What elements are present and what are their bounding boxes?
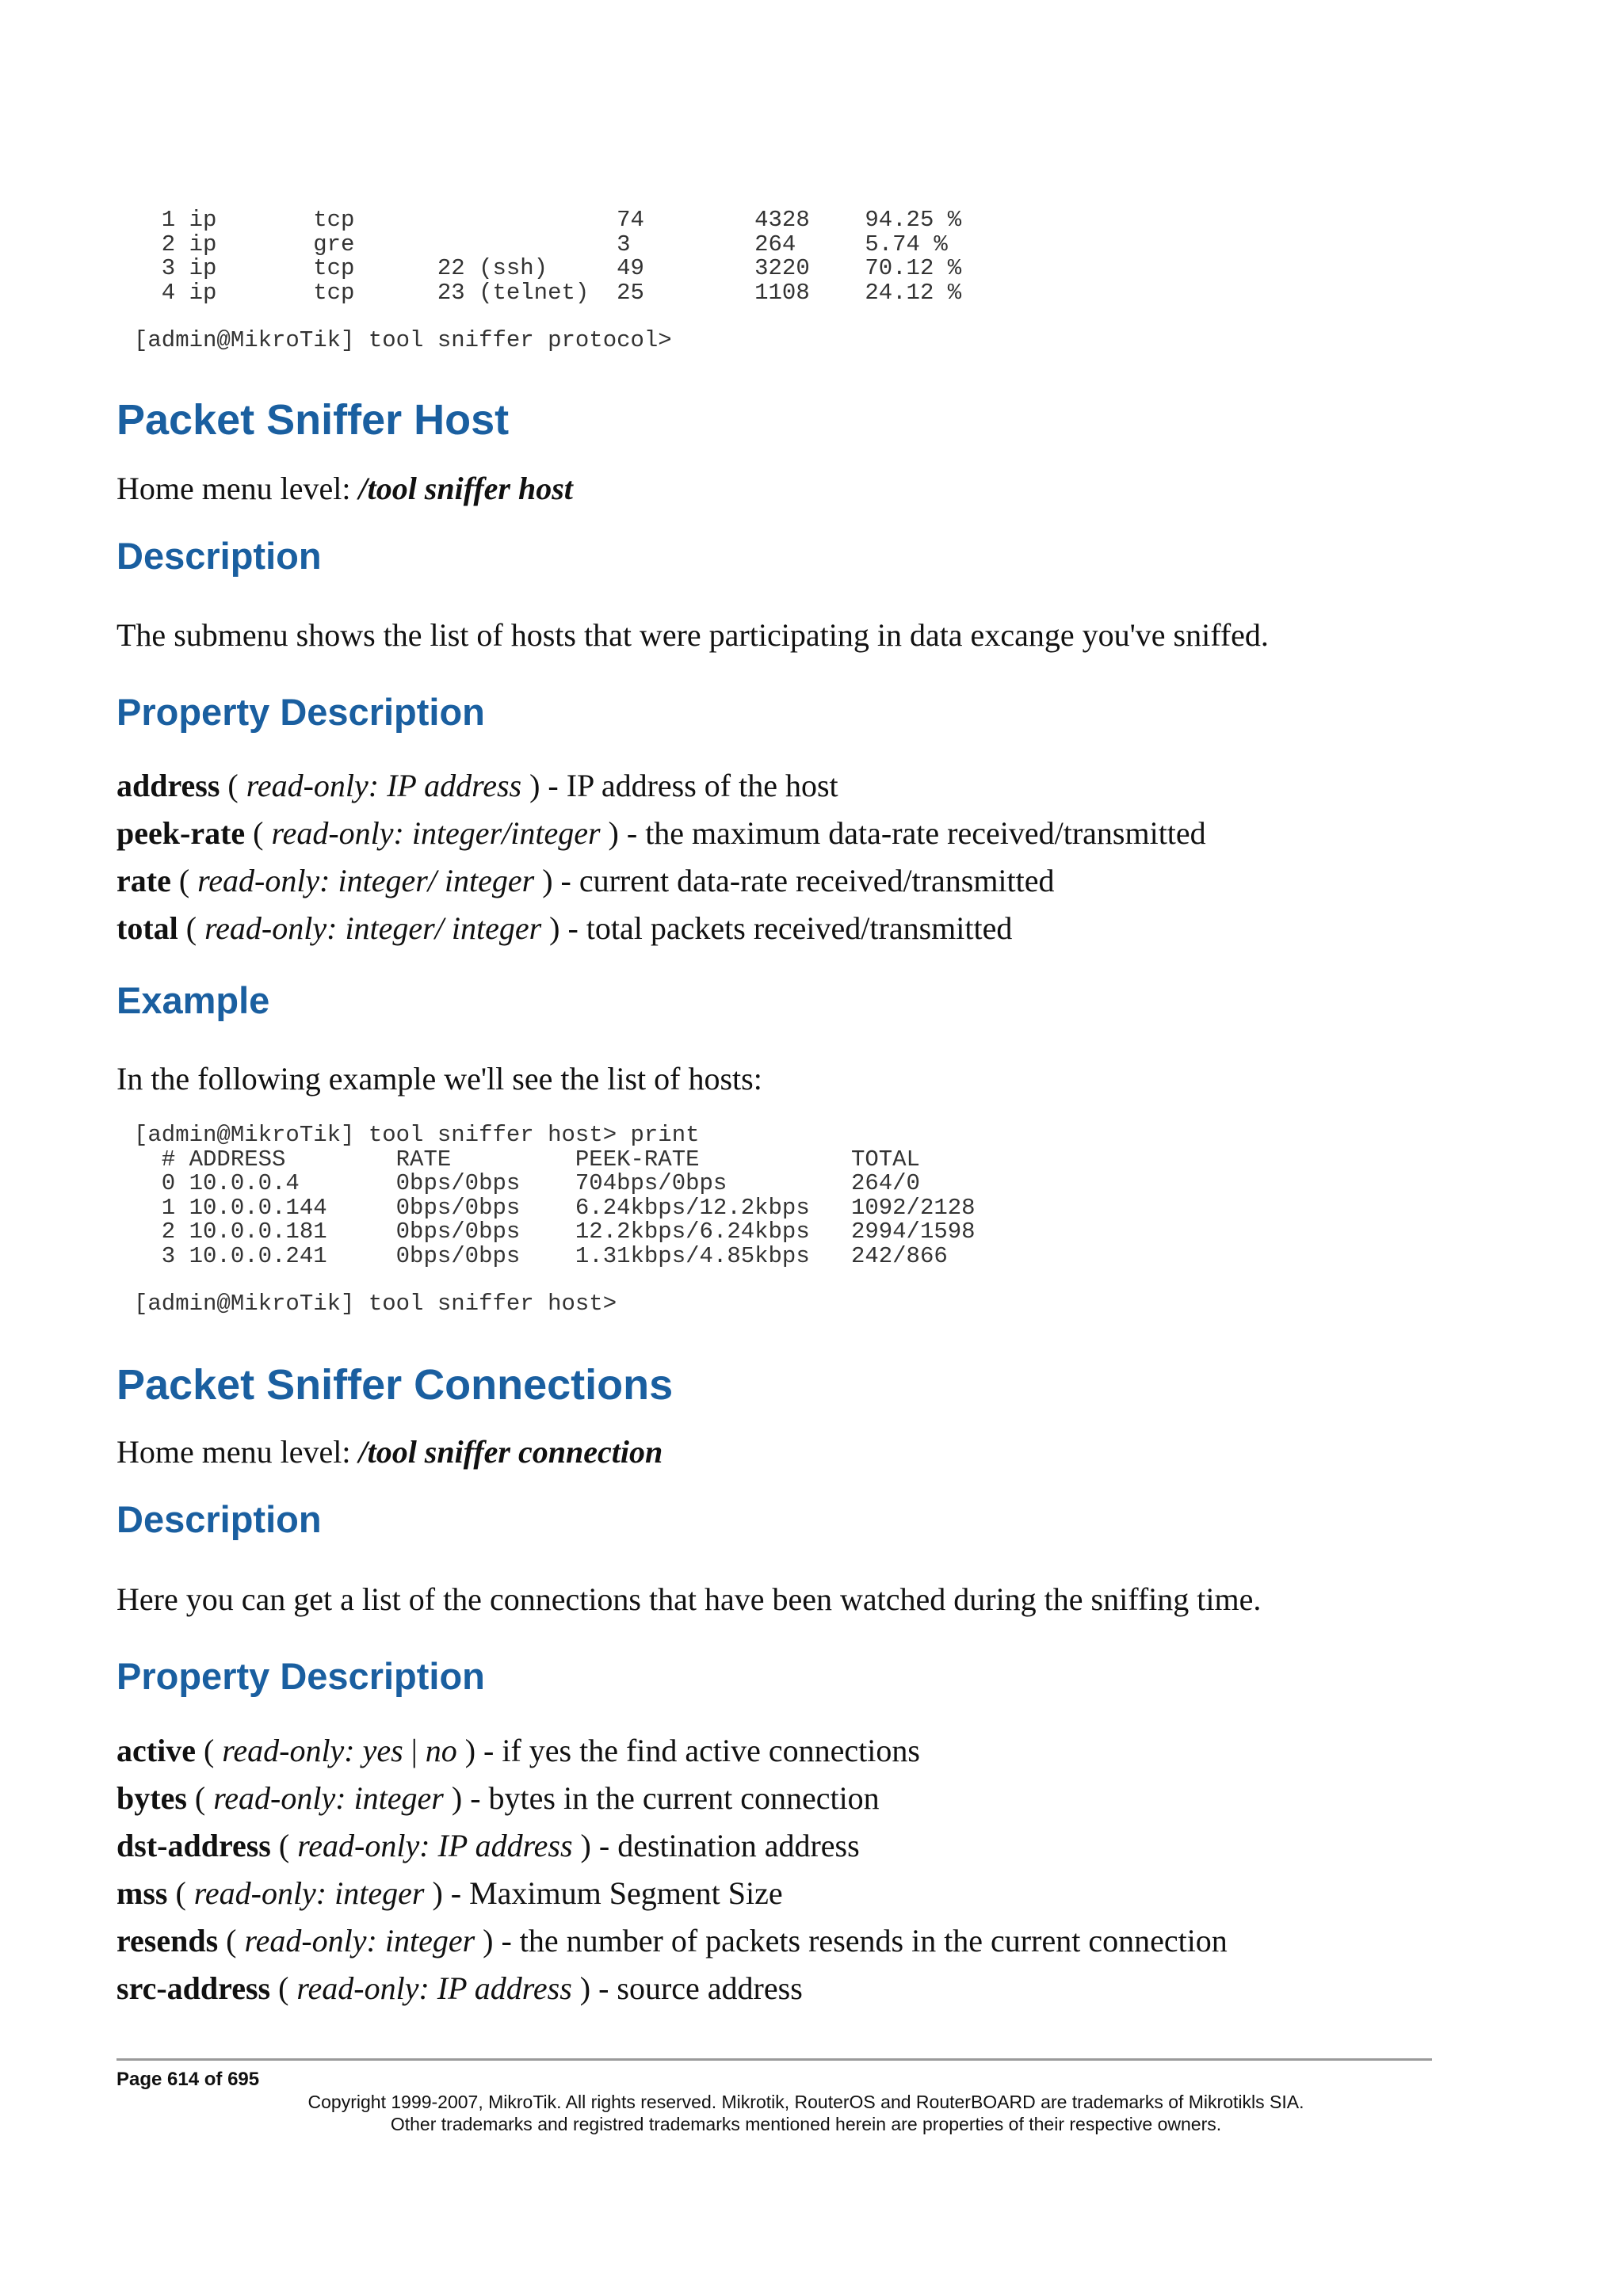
host-description-text: The submenu shows the list of hosts that were participating in data excange you've sniffed. (116, 617, 1269, 653)
page-number: Page 614 of 695 (116, 2069, 260, 2090)
code-line: 1 10.0.0.144 0bps/0bps 6.24kbps/12.2kbps 1092/2128 (134, 1194, 976, 1221)
property-item: src-address ( read-only: IP address ) - source address (116, 1970, 803, 2006)
menu-level-path: /tool sniffer host (358, 471, 573, 506)
copyright-line-1: Copyright 1999-2007, MikroTik. All rights reserved. Mikrotik, RouterOS and RouterBOARD are trademarks of Mikrotikls SIA. (307, 2092, 1304, 2112)
property-item: address ( read-only: IP address ) - IP address of the host (116, 768, 838, 803)
property-item: mss ( read-only: integer ) - Maximum Segment Size (116, 1875, 783, 1911)
host-description-heading: Description (116, 535, 322, 577)
connection-property-heading: Property Description (116, 1655, 485, 1697)
code-prompt: [admin@MikroTik] tool sniffer host> (134, 1291, 617, 1317)
property-item: active ( read-only: yes | no ) - if yes the find active connections (116, 1733, 920, 1768)
host-property-heading: Property Description (116, 691, 485, 733)
connection-description-heading: Description (116, 1498, 322, 1540)
property-item: rate ( read-only: integer/ integer ) - current data-rate received/transmitted (116, 863, 1055, 898)
section-title-host: Packet Sniffer Host (116, 396, 510, 444)
property-item: total ( read-only: integer/ integer ) - total packets received/transmitted (116, 910, 1013, 946)
protocol-listing (116, 208, 961, 353)
menu-level-path: /tool sniffer connection (358, 1434, 663, 1470)
host-example-text: In the following example we'll see the list of hosts: (116, 1061, 762, 1097)
host-menu-level (116, 469, 573, 509)
menu-level-label: Home menu level: (116, 471, 351, 506)
listing-prompt: [admin@MikroTik] tool sniffer protocol> (134, 327, 672, 353)
code-line: # ADDRESS RATE PEEK-RATE TOTAL (134, 1146, 920, 1173)
property-item: peek-rate ( read-only: integer/integer ) - the maximum data-rate received/transmitted (116, 815, 1206, 851)
copyright-line-2: Other trademarks and registred trademarks mentioned herein are properties of their respective owners. (390, 2114, 1222, 2134)
listing-row: 2 ip gre 3 264 5.74 % (134, 231, 948, 257)
property-item: dst-address ( read-only: IP address ) - destination address (116, 1828, 860, 1863)
property-item: resends ( read-only: integer ) - the number of packets resends in the current connection (116, 1923, 1228, 1958)
connection-menu-level (116, 1432, 663, 1472)
host-example-heading: Example (116, 979, 270, 1021)
listing-row: 1 ip tcp 74 4328 94.25 % (134, 207, 962, 233)
menu-level-label: Home menu level: (116, 1434, 351, 1470)
code-line: 3 10.0.0.241 0bps/0bps 1.31kbps/4.85kbps 242/866 (134, 1242, 948, 1269)
footer-divider (116, 2058, 1432, 2061)
host-example-code (116, 1123, 976, 1317)
connection-property-list (116, 1727, 1228, 2012)
code-line: 2 10.0.0.181 0bps/0bps 12.2kbps/6.24kbps 2994/1598 (134, 1219, 976, 1245)
listing-row: 3 ip tcp 22 (ssh) 49 3220 70.12 % (134, 255, 962, 281)
listing-row: 4 ip tcp 23 (telnet) 25 1108 24.12 % (134, 279, 962, 306)
page-footer (116, 2058, 1432, 2135)
section-title-connections: Packet Sniffer Connections (116, 1361, 674, 1409)
connection-description-text: Here you can get a list of the connections that have been watched during the sniffing time. (116, 1581, 1262, 1617)
code-line: [admin@MikroTik] tool sniffer host> print (134, 1122, 700, 1148)
property-item: bytes ( read-only: integer ) - bytes in the current connection (116, 1780, 880, 1816)
code-line: 0 10.0.0.4 0bps/0bps 704bps/0bps 264/0 (134, 1170, 920, 1196)
host-property-list (116, 762, 1206, 952)
